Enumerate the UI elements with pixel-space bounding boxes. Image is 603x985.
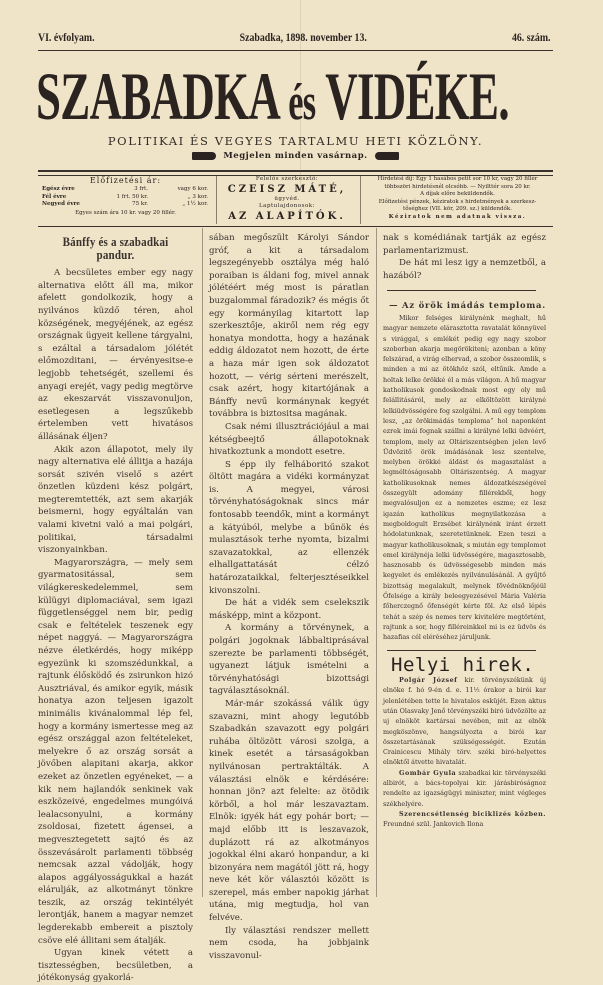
editor-name: CZEISZ MÁTÉ, — [227, 183, 347, 195]
price-row: Fél évre 1 frt. 50 kr. „ 3 kor. — [42, 193, 208, 200]
article-paragraph: sában megőszült Károlyi Sándor gróf, a kit a társadalom legszegényebb osztálya még haló poraiban is áldani fog, mivel annak jólétéért még most is páratlan buzgalommal fáradozik? és mégis őt egy kormányilag kitartott lap szerkesztője, akiről nem rég egy honatya mondotta, hogy a hazának eddig áldozatot nem hozott, de érte a haza már igen sok áldozatot hozott, — vérig sérteni merészelt, csak azért, hogy kitartójának a Bánffy nevű kormánynak kegyét továbbra is biztositsa magának. — [209, 233, 369, 420]
article-paragraph: Ily választási rendszer mellett nem csoda, ha jobbjaink visszavonul- — [209, 925, 369, 961]
advertising-info: Hirdetési díj: Egy 1 hasábos petit sor 10 kr, vagy 20 fillér többszöri hirdetésnél olcsóbb. — Nyilttér sora 20 kr. A díjak előre beküldendők. Előfizetési pénzek, kéziratok s hirdetmények a szerkesz- tőséghez (VII. kör, 209. sz.) küldendők. Kéziratok nem adatnak vissza. — [360, 176, 554, 224]
subscription-prices — [38, 176, 213, 224]
masthead-part2: VIDÉKE. — [325, 58, 509, 134]
article-paragraph: Már-már szokássá válik úgy szavazni, mint ahogy legutóbb Szabadkán szavazott egy polgári ruhába öltözött városi szolga, a kinek esetét a társaságokban nyilvánosan pertraktálták. A választási elnök e kérdésére: honnan jön? azt felelte: az ötödik körből, a hol már leszavaztam. Elnök: igyék hát egy pohár bort; — majd előbb itt is leszavazok, duplázott rá az alkotmányos jogokkal élni akaró honpandur, a ki bizonyára nem magától jött rá, hogy neve két kör választói között is szerepel, más ember napokig járhat utána, mig megtudja, hol van felvéve. — [209, 698, 369, 924]
article-paragraph: nak s komédiának tartják az egész parlamentarizmust. — [383, 233, 546, 256]
article-paragraph: Csak némi illusztrációjául a mai kétségbeejtő állapotoknak hivatkoztunk a mondott esetre. — [209, 421, 369, 458]
issue-number: 46. szám. — [511, 30, 551, 44]
masthead-title — [36, 56, 557, 136]
article-paragraph: De hát a vidék sem cselekszik másképp, mint a központ. — [209, 598, 369, 621]
header-rule — [38, 50, 553, 51]
dateline: Szabadka, 1898. november 13. — [239, 30, 367, 44]
publication-frequency — [38, 151, 553, 161]
owners-name: AZ ALAPÍTÓK. — [228, 210, 346, 222]
column-1 — [38, 232, 193, 985]
publication-info-box — [38, 176, 553, 226]
column-2 — [202, 228, 369, 961]
article-paragraph: Ugyan kinek vétett a tisztességben, becsületben, a jótékonyság gyakorlá- — [38, 948, 193, 984]
editor-title: ügyvéd. — [274, 195, 300, 202]
article-paragraph: A becsületes ember egy nagy alternativa előtt áll ma, mikor afelett gondolkozik, hogy a nyilvános küzdő téren, ahol községének, megyéjének, az egész országnak ügyeit kellene tárgyalni, s ezáltal a társadalom jólétét előmozditani, — érvényesitse-e legjobb tehetségét, szellemi és anyagi erejét, vagy pedig megtörve az ekeszarvát visszavonuljon, esetlegesen a legszűkebb értelemben vett hivatásos állásának éljen? — [38, 268, 193, 442]
pointing-hand-left-icon — [375, 152, 399, 160]
news-item: Polgár József kir. törvényszékünk új elnöke f. hó 9-én d. e. 11½ órakor a birói kar jelenlétében tette le hivatalos esküjét. Ezen aktus után Olasvaky Jenő törvényszéki biró üdvözölte az uj elnököt kartársai nevében, mit az elnök megköszönve, hangsúlyozta a birói kar összetartásának szükségességét. Ezután Crainicescu Mihály törv. széki biró-helyettes elnöktől átvette hivatalát. — [383, 676, 546, 767]
news-item: Szerencsétlenség biciklizés közben. Freundné szül. Jankovich Ilona — [383, 809, 546, 829]
article-separator — [387, 290, 536, 291]
news-item: Gombár Gyula szabadkai kir. törvényszéki albirót, a bács-topolyai kir. járásbiróságnoz rendelte az igazságügyi miniszter, mint végleges székhelyére. — [383, 768, 546, 808]
subscription-heading: Előfizetési ár: — [89, 176, 162, 185]
editorial-info — [216, 176, 357, 224]
article-paragraph: A kormány a törvénynek, a polgári jogoknak lábbaltiprásával szerezte be parlamenti többségét, ugyanezt látjuk ismételni a törvényhatósági bizottsági tagválasztásoknál. — [209, 623, 369, 697]
single-issue-price: Egyes szám ára 10 kr. vagy 20 fillér. — [75, 209, 176, 216]
masthead-part1: SZABADKA — [36, 58, 278, 134]
masthead-es: és — [288, 74, 316, 131]
paper-fold-line — [300, 0, 301, 190]
article-paragraph: Magyarországra, — mely sem gyarmatositással, sem világkereskedelemmel, sem külügyi diplomaciával, sem igazi függetlenséggel nem bir, pedig csak e feltételek teszenek egy népet naggyá. — Magyarországra nézve életkérdés, hogy miképp egyezünk ki szomszédunkkal, a rajtunk élősködő és zsirunkon hizó Ausztriával, és amikor egyik, másik honatya azon teljesen igazolt minimális kivánalommal lép fel, hogy a kormány ismertesse meg az egész országgal azon feltételeket, melyekre ő az ország sorsát a jövőben alapitani akarja, akkor ezeket az önzetlen egyéneket, — a kik nem hajlandók senkinek vak eszközeivé, engedelmes mungóivá lealacsonyulni, a kormány zsoldosai, fizetett ágensei, a megvesztegetett sajtó és az összevásárolt parlamenti többség nemcsak azzal vádolják, hogy alapos aggályosságukkal a hazát elárulják, az alkotmányt tönkre teszik, az ország tekintélyét lerontják, hanem a magyar nemzet legderekabb embereit a pisztoly csöve elé állitani sem átalják. — [38, 557, 193, 946]
article-body: Mikor felséges királynénk meghalt, hű magyar nemzete elárasztotta ravatalát könnyüvel s virággal, s emlékét pedig egy nagy szobor szoborban akarja megörökiteni; azonban a köny felszárad, a virág elhervad, a szobor összeomlik, s minden a mi az ötökhöz szól, eltűnik. Amde a holtak lelke örökké él a más világon. A hű magyar katholikusok gondoskodnak most egy oly mű felállitásáról, mely az elköltözött királyné lelkiüdvösségére fog szolgálni. A mű egy templom lesz, „az örökimádás temploma“ hol naponként ezrek imái fognak szállni a királyné lelki üdvéért, templom, mely az Oltáriszentségben jelen levő Üdvözitő örök imádásának lesz szentelve, melyben örökké áldást és magasztalást a legméltóságosabb Oltáriszentség. A magyar katholikusoknak nemes áldozatkészségével összegyült adomány fillérekből, hogy megvalósuljon ez a nemzetes eszme; ez lesz igazán katholikus megnyilatkozása a megboldogult Erzsébet királynénk iránt érzett hódolatunknak, szeretetünknek. Ezen teszi a magyar katholikusoknak, s miután egy templomot emel királynéja lelki üdvösségére, magasztosabb, hasznosabb és üdvösségesebb minden más kegyelet és emlékezés nyilvánulásánál. A gyűjtő bizottság megalakult, melynek fővédnöknőjéül Őfelsége a király beleegyezésével Mária Valéria főherczegnő őfenségét kérte föl. Az első lépés tehát a szép és nemes terv kivitelére megtörtént, rajtunk a sor, hogy filléreinkkel mi is ez üdvös és hazafias cél eléréséhez járuljunk. — [383, 313, 546, 642]
volume-label: VI. évfolyam. — [38, 30, 95, 44]
article-paragraph: De hát mi lesz igy a nemzetből, a hazából? — [383, 258, 546, 281]
owners-label: Laptulajdonosok: — [259, 203, 315, 209]
masthead-subtitle: POLITIKAI ÉS VEGYES TARTALMU HETI KÖZLÖNY. — [107, 134, 484, 148]
article-headline: Bánffy és a szabadkai pandur. — [62, 234, 169, 262]
article-headline: — Az örök imádás temploma. — [389, 300, 546, 311]
pointing-hand-right-icon — [192, 152, 216, 160]
price-row: Negyed évre 75 kr. „ 1½ kor. — [42, 201, 208, 207]
article-paragraph: S épp ily felháboritó szakot öltött magára a vidéki kormányzat is. A megyei, városi törvényhatóságoknak sincs már fontosabb teendők, mint a kormányt a kátyúból, melybe a bűnök és mulasztások terhe nyomta, bizalmi szavazatokkal, az ellenzék elhallgattatását célzó határozataikkal, felterjesztéseikkel kivonszolni. — [209, 459, 369, 596]
newspaper-page — [36, 0, 553, 984]
price-row: Egész évre 3 frt. vagy 6 kor. — [42, 186, 208, 192]
section-separator — [387, 650, 536, 651]
article-paragraph: Akik azon állapotot, mely ily nagy alternativa elé állitja a hazája sorsát szivén viselő s azért önzetlen küzdeni kész polgárt, megteremtették, azt sem akarják beismerni, hogy egyáltalán van valami kivetni való a mai polgári, politikai, társadalmi viszonyainkban. — [38, 444, 193, 556]
column-3 — [376, 228, 546, 897]
frequency-text: Megjelen minden vasárnap. — [223, 151, 368, 161]
editor-label: Felelős szerkesztő: — [255, 176, 319, 182]
section-heading-local-news: Helyi hirek. — [391, 654, 535, 677]
header-info-line — [38, 30, 551, 50]
